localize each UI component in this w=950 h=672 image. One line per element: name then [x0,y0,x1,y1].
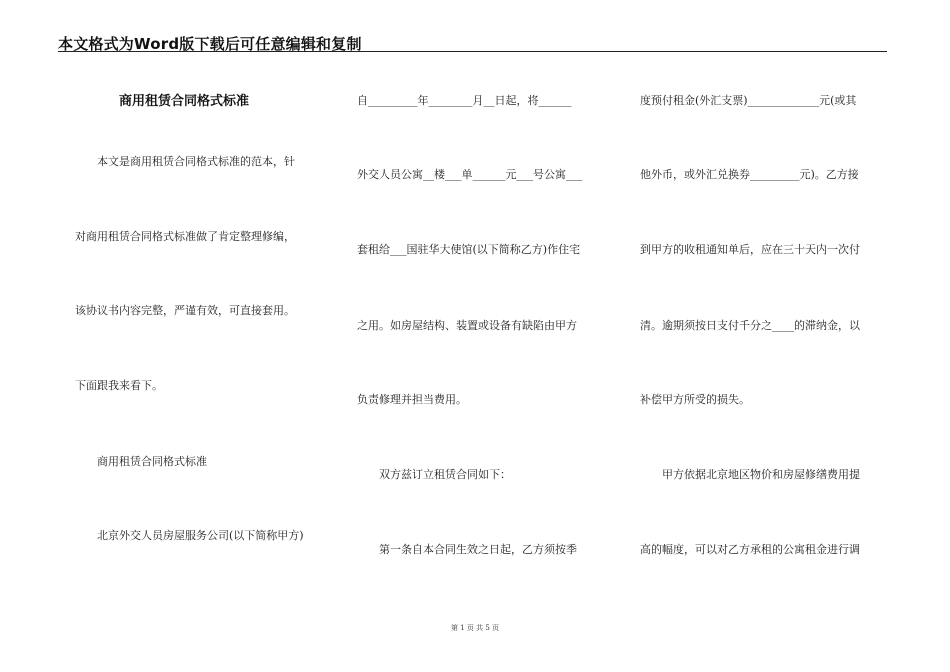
text-line: 北京外交人员房屋服务公司(以下简称甲方) [75,529,304,542]
text-line: 度预付租金(外汇支票)_____________元(或其 [640,94,857,107]
text-line: 之用。如房屋结构、装置或设备有缺陷由甲方 [357,319,577,332]
text-line: 到甲方的收租通知单后，应在三十天内一次付 [640,243,860,256]
text-line: 第一条自本合同生效之日起，乙方须按季 [357,543,577,556]
text-line: 负责修理并担当费用。 [357,393,467,406]
page-number: 第 1 页 共 5 页 [450,624,500,632]
column-3 [640,0,890,672]
text-line: 商用租赁合同格式标准 [75,455,207,468]
text-line: 本文是商用租赁合同格式标准的范本，针 [75,155,295,168]
text-line: 该协议书内容完整，严谨有效，可直接套用。 [75,304,295,317]
text-line: 高的幅度，可以对乙方承租的公寓租金进行调 [640,543,860,556]
text-line: 甲方依据北京地区物价和房屋修缮费用提 [640,468,860,481]
text-line: 他外币，或外汇兑换券_________元)。乙方接 [640,168,859,181]
text-line: 清。逾期须按日支付千分之____的滞纳金，以 [640,319,860,332]
text-line: 双方兹订立租赁合同如下： [357,468,511,481]
text-line: 补偿甲方所受的损失。 [640,393,750,406]
text-line: 外交人员公寓__楼___单______元___号公寓___ [357,168,583,181]
document-title: 商用租赁合同格式标准 [119,94,250,109]
text-line: 套租给___国驻华大使馆(以下简称乙方)作住宅 [357,243,581,256]
document-header: 本文格式为Word版下载后可任意编辑和复制 [58,35,362,53]
text-line: 自_________年________月__日起，将______ [357,94,572,107]
column-1 [75,0,325,672]
text-line: 对商用租赁合同格式标准做了肯定整理修编， [75,230,295,243]
column-2 [357,0,607,672]
text-line: 下面跟我来看下。 [75,379,163,392]
